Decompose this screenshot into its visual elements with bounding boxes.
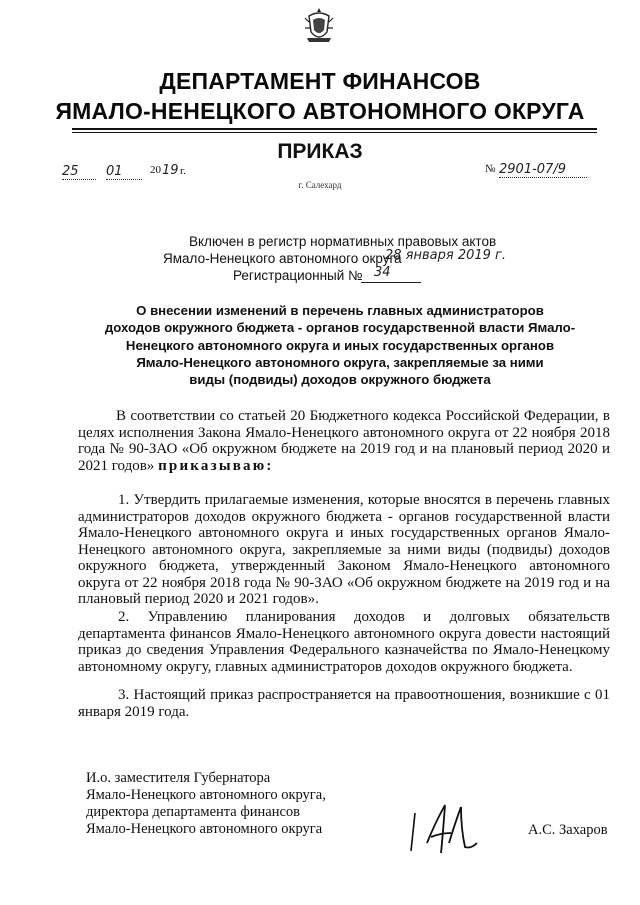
order-verb: приказываю:	[158, 457, 274, 474]
coat-of-arms-emblem	[301, 6, 337, 46]
signatory-line-4: Ямало-Ненецкого автономного округа	[86, 821, 323, 837]
title-line-3: Ненецкого автономного округа и иных государственных органов	[125, 337, 555, 353]
clause-2-paragraph: 2. Управлению планирования доходов и долговых обязательств департамента финансов Ямало-Ненецкого автономного округа довести настоящий приказ до сведения Управления Федерального казначейства по Ямало-Ненецкому автономному округу, главных администраторов доходов окружного бюджета.	[78, 609, 610, 675]
registration-region: Ямало-Ненецкого автономного округа	[163, 251, 402, 266]
signatory-line-1: И.о. заместителя Губернатора	[86, 770, 271, 786]
registration-number-underline	[361, 268, 421, 283]
number-sign: №	[485, 163, 496, 175]
document-type-title: ПРИКАЗ	[277, 140, 363, 163]
registration-line-2	[163, 248, 507, 266]
registration-number-label: Регистрационный №	[233, 268, 363, 283]
clause-3-paragraph: 3. Настоящий приказ распространяется на правоотношения, возникшие с 01 января 2019 года.	[78, 687, 610, 720]
date-year-prefix: 20	[150, 164, 161, 176]
title-line-2: доходов окружного бюджета - органов государственной власти Ямало-	[104, 320, 576, 336]
clause-1-paragraph: 1. Утвердить прилагаемые изменения, которые вносятся в перечень главных администраторов доходов окружного бюджета - органов государственной власти Ямало-Ненецкого автономного округа и иных государственных органов Ямало-Ненецкого автономного округа, закрепляемые за ними виды (подвиды) доходов окружного бюджета, утвержденный Законом Ямало-Ненецкого автономного округа от 22 ноября 2018 года № 90-ЗАО «Об окружном бюджете на 2019 год и на плановый период 2020 и 2021 годов».	[78, 492, 610, 607]
signatory-position	[86, 770, 386, 838]
registration-line-3	[233, 265, 391, 283]
date-suffix: г.	[180, 165, 187, 177]
department-name: ДЕПАРТАМЕНТ ФИНАНСОВ	[159, 68, 481, 94]
preamble-paragraph	[78, 408, 610, 474]
registration-number: 34	[374, 265, 391, 280]
title-line-1: О внесении изменений в перечень главных администраторов	[136, 303, 544, 318]
title-line-5: виды (подвиды) доходов окружного бюджета	[189, 372, 491, 388]
registration-date-handwritten: 28 января 2019 г.	[385, 248, 507, 263]
header-rule-thin	[72, 132, 597, 133]
date-month: 01	[106, 164, 142, 180]
handwritten-signature	[405, 793, 485, 863]
city-name: г. Салехард	[298, 180, 342, 190]
date-day: 25	[62, 164, 96, 180]
preamble-text: В соответствии со статьей 20 Бюджетного кодекса Российской Федерации, в целях исполнения Закона Ямало-Ненецкого автономного округа от 22 ноября 2018 года № 90-ЗАО «Об окружном бюджете на 2019 год и на плановый период 2020 и 2021 годов»	[78, 408, 610, 474]
signatory-name: А.С. Захаров	[528, 822, 608, 838]
signatory-line-2: Ямало-Ненецкого автономного округа,	[86, 787, 326, 803]
order-title	[90, 302, 590, 388]
date-year-handwritten: 19	[162, 163, 179, 178]
number-value: 2901-07/9	[499, 162, 587, 178]
signatory-line-3: директора департамента финансов	[86, 804, 300, 820]
registration-line-1: Включен в регистр нормативных правовых актов	[189, 234, 497, 249]
header-rule-thick	[72, 128, 597, 130]
region-name: ЯМАЛО-НЕНЕЦКОГО АВТОНОМНОГО ОКРУГА	[55, 98, 585, 124]
title-line-4: Ямало-Ненецкого автономного округа, закрепляемые за ними	[136, 354, 544, 370]
